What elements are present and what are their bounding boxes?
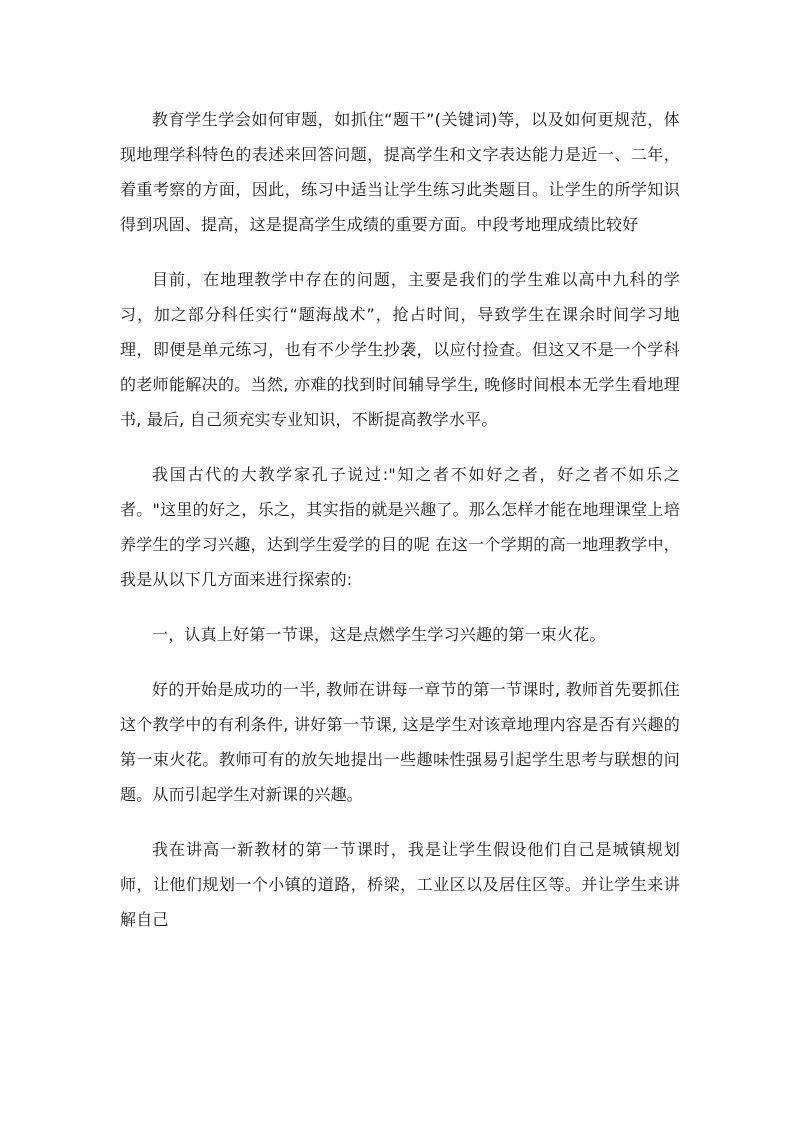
- paragraph-current-problems: 目前，在地理教学中存在的问题，主要是我们的学生难以高中九科的学习，加之部分科任实行“题海战术”，抢占时间，导致学生在课余时间学习地理，即便是单元练习，也有不少学生抄袭，以应付捡查。但这又不是一个学科的老师能解决的。当然, 亦难的找到时间辅导学生, 晚修时间根本无学生看地理书, 最后, 自己须充实专业知识，不断提高教学水平。: [120, 270, 680, 429]
- paragraph-section-heading: 一，认真上好第一节课，这是点燃学生学习兴趣的第一束火花。: [152, 625, 606, 644]
- paragraph-first-lesson: 好的开始是成功的一半, 教师在讲每一章节的第一节课时, 教师首先要抓住这个教学中的有利条件, 讲好第一节课, 这是学生对该章地理内容是否有兴趣的第一束火花。教师可有的放矢地提出一些趣味性强易引起学生思考与联想的问题。从而引起学生对新课的兴趣。: [120, 680, 680, 804]
- document-body: [120, 102, 680, 937]
- paragraph-confucius-interest: 我国古代的大教学家孔子说过:"知之者不如好之者，好之者不如乐之者。"这里的好之，乐之，其实指的就是兴趣了。那么怎样才能在地理课堂上培养学生的学习兴趣，达到学生爱学的目的呢 在这一个学期的高一地理教学中，我是从以下几方面来进行探索的:: [120, 465, 680, 589]
- paragraph-exam-skills: 教育学生学会如何审题，如抓住“题干”(关键词)等，以及如何更规范，体现地理学科特色的表述来回答问题，提高学生和文字表达能力是近一、二年，着重考察的方面，因此，练习中适当让学生练习此类题目。让学生的所学知识得到巩固、提高，这是提高学生成绩的重要方面。中段考地理成绩比较好: [120, 110, 680, 234]
- paragraph-town-planner: 我在讲高一新教材的第一节课时，我是让学生假设他们自己是城镇规划师，让他们规划一个小镇的道路，桥梁，工业区以及居住区等。并让学生来讲解自己: [120, 840, 680, 929]
